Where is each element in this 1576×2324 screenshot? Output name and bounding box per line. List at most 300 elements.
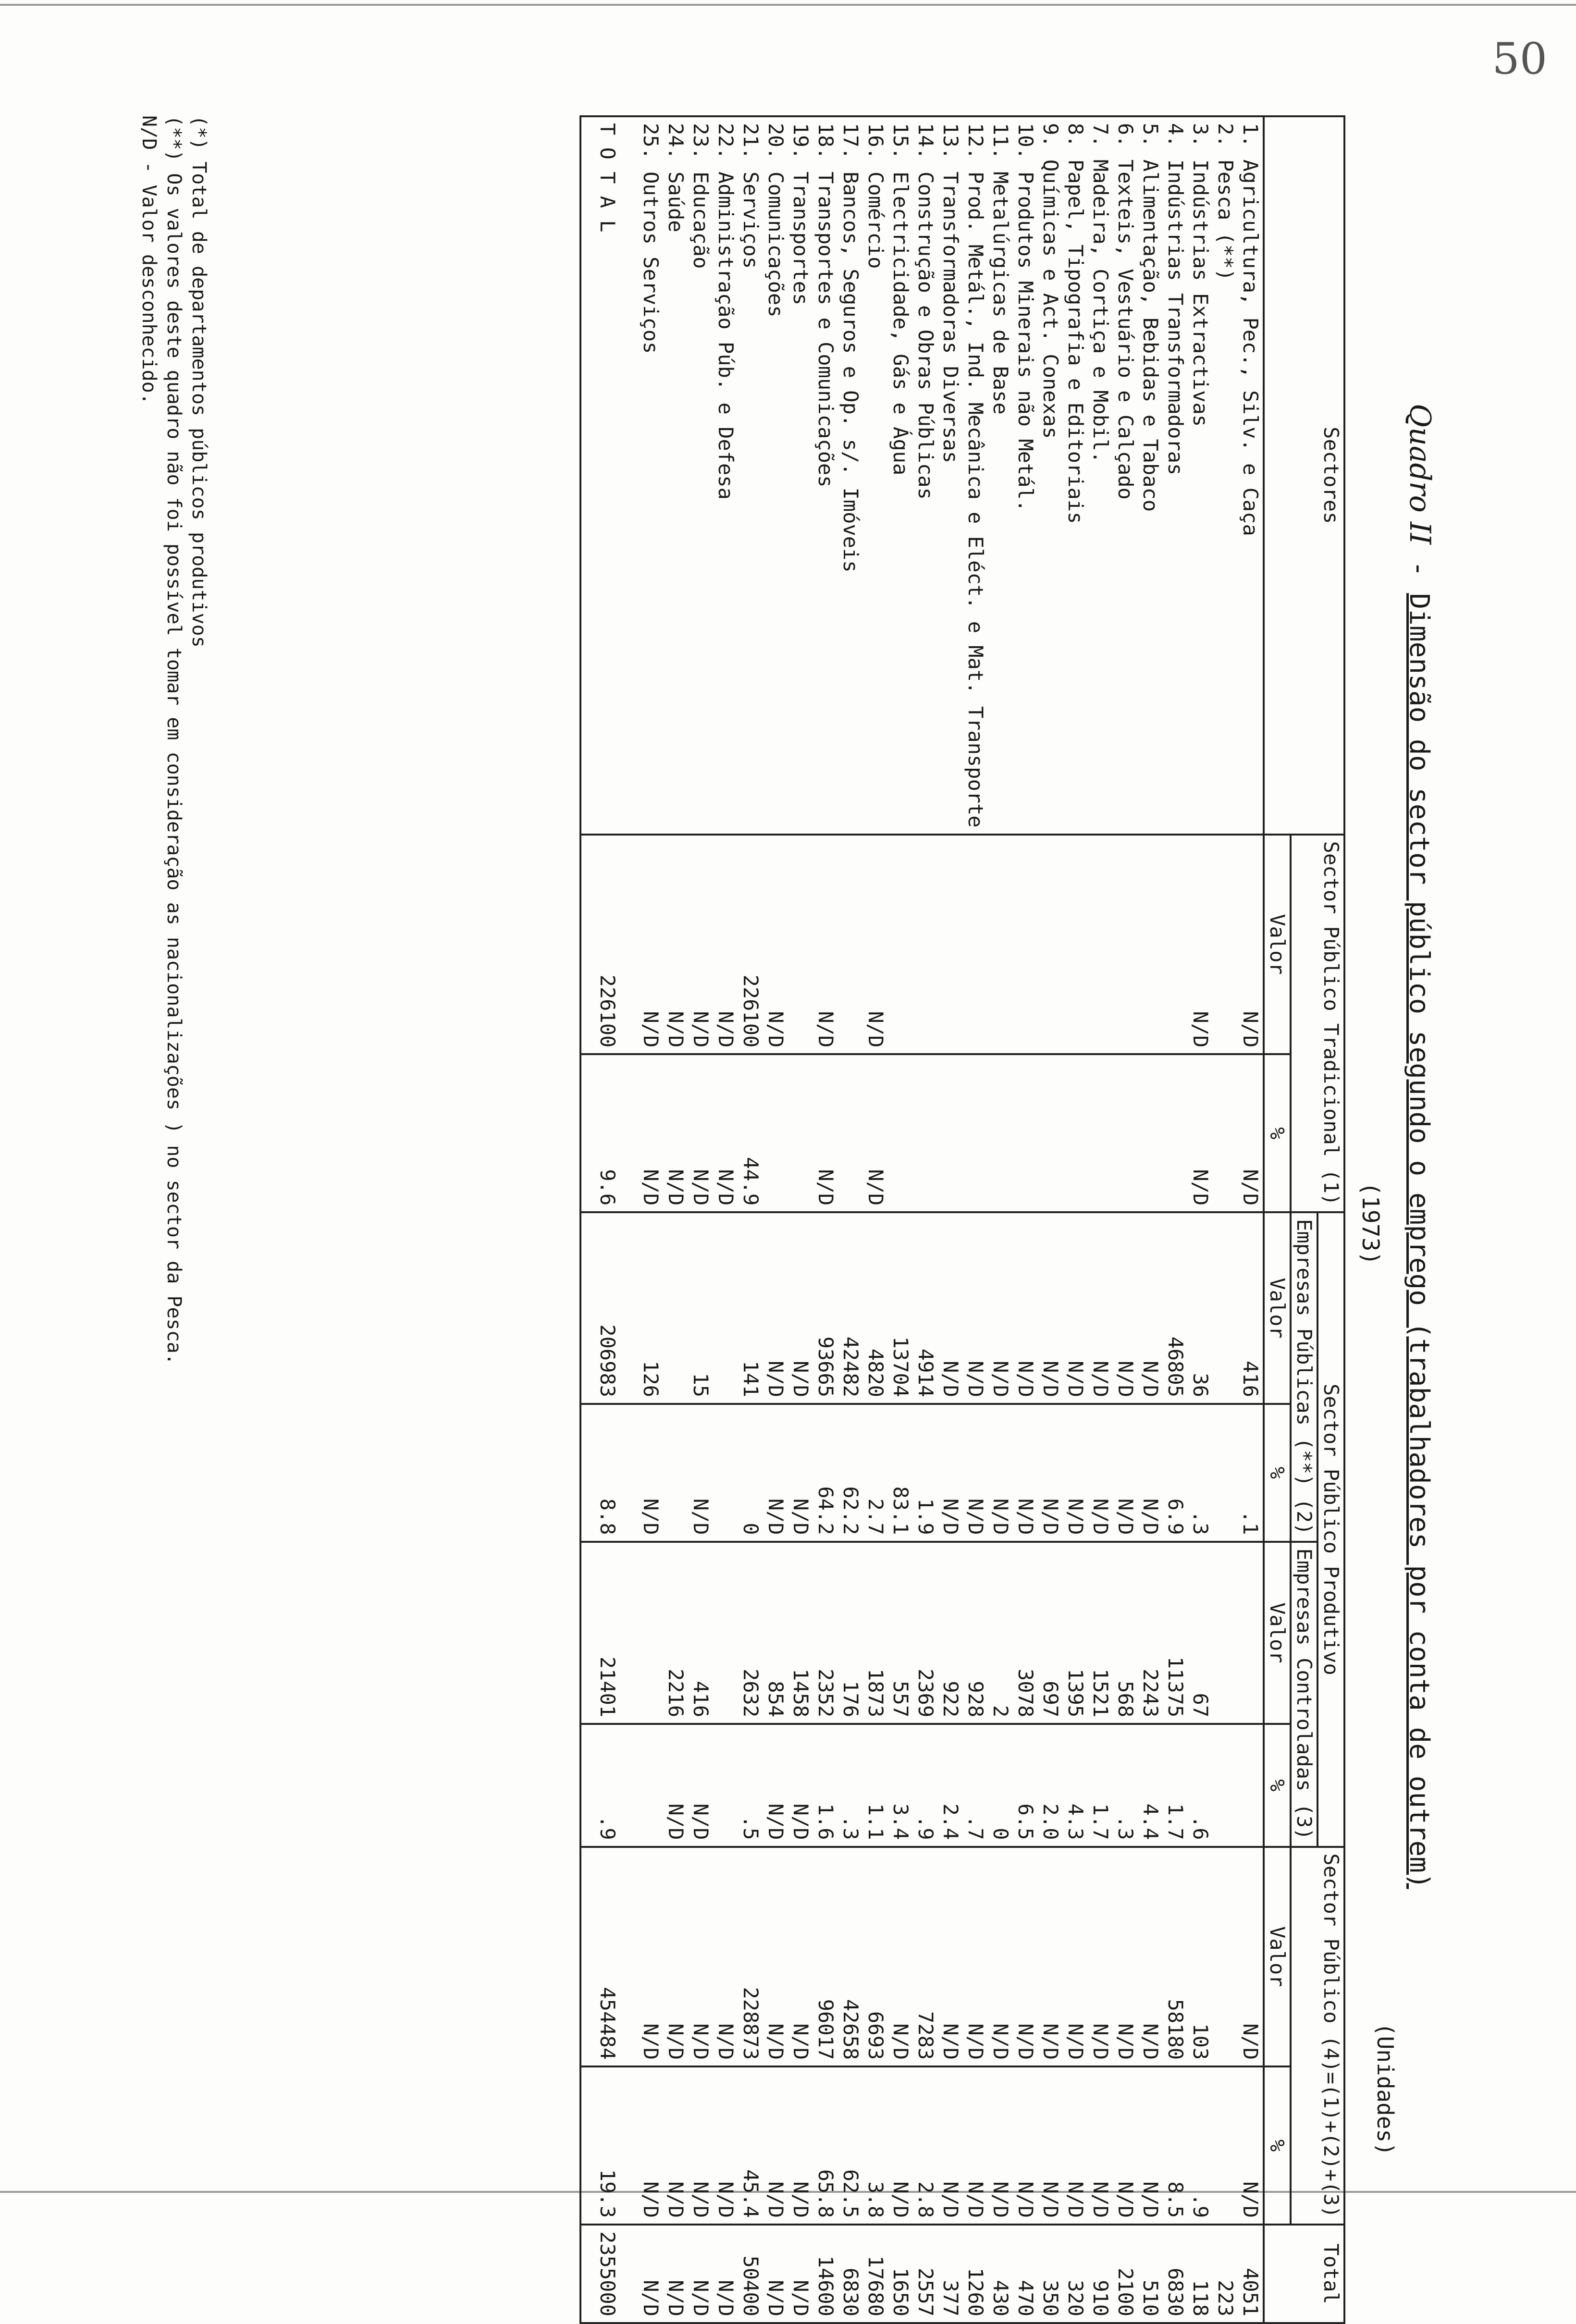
cell-ep-v: 42482 — [838, 1212, 863, 1404]
cell-sp-v: 96017 — [813, 1847, 838, 2067]
unit-label: (Unidades) — [1372, 2023, 1398, 2156]
cell-ep-v: N/D — [1138, 1212, 1163, 1404]
table-row — [738, 116, 763, 2323]
header-valor: Valor — [1264, 1847, 1291, 2067]
table-row — [713, 116, 738, 2323]
cell-sp-p: N/D — [663, 2066, 688, 2225]
cell-sp-p: N/D — [1138, 2066, 1163, 2225]
footnotes — [136, 115, 211, 1365]
cell-tot: 118 — [1188, 2225, 1213, 2323]
cell-tot: 6830 — [1163, 2225, 1188, 2323]
table-row — [688, 116, 713, 2323]
cell-sp-p: N/D — [713, 2066, 738, 2225]
cell-spt-p: 9.6 — [580, 1054, 638, 1212]
cell-spt-v — [938, 835, 963, 1055]
cell-sp-v: 42658 — [838, 1847, 863, 2067]
cell-ec-p: N/D — [688, 1724, 713, 1846]
header-valor: Valor — [1264, 1212, 1291, 1404]
header-total: Total — [1264, 2225, 1344, 2323]
cell-tot: 14600 — [813, 2225, 838, 2323]
cell-tot: N/D — [663, 2225, 688, 2323]
cell-ep-p: 0 — [738, 1404, 763, 1542]
cell-ep-p: 2.7 — [863, 1404, 888, 1542]
cell-sp-v: 6693 — [863, 1847, 888, 2067]
cell-sp-v: 228873 — [738, 1847, 763, 2067]
cell-spt-v — [988, 835, 1013, 1055]
cell-ec-p: 4.3 — [1063, 1724, 1088, 1846]
cell-ep-p: N/D — [1088, 1404, 1113, 1542]
cell-sp-p: N/D — [1238, 2066, 1264, 2225]
cell-ec-p: 1.7 — [1088, 1724, 1113, 1846]
cell-ep-p: N/D — [763, 1404, 788, 1542]
cell-ep-p: .1 — [1238, 1404, 1264, 1542]
cell-ep-p: N/D — [1138, 1404, 1163, 1542]
cell-sp-p: N/D — [638, 2066, 663, 2225]
sector-label: 24. Saúde — [663, 116, 688, 835]
sector-label: 9. Químicas e Act. Conexas — [1038, 116, 1063, 835]
cell-ep-v: 416 — [1238, 1212, 1264, 1404]
cell-ep-v: N/D — [1038, 1212, 1063, 1404]
table-row — [1213, 116, 1238, 2323]
sector-label: 6. Texteis, Vestuário e Calçado — [1113, 116, 1138, 835]
table-row — [1038, 116, 1063, 2323]
cell-tot: 350 — [1038, 2225, 1063, 2323]
rotated-document — [115, 106, 1441, 2317]
table-row — [813, 116, 838, 2323]
sector-label: 11. Metalúrgicas de Base — [988, 116, 1013, 835]
cell-ec-v: 2369 — [913, 1542, 938, 1724]
cell-ep-p — [713, 1404, 738, 1542]
cell-sp-p: 62.5 — [838, 2066, 863, 2225]
cell-ec-p: 1.7 — [1163, 1724, 1188, 1846]
cell-ec-p: .7 — [963, 1724, 988, 1846]
cell-ec-v: 1521 — [1088, 1542, 1113, 1724]
cell-ec-p: .3 — [838, 1724, 863, 1846]
sector-label: 21. Serviços — [738, 116, 763, 835]
table-row — [838, 116, 863, 2323]
cell-ep-p: 83.1 — [888, 1404, 913, 1542]
cell-ep-v: N/D — [1063, 1212, 1088, 1404]
cell-ec-v: 557 — [888, 1542, 913, 1724]
cell-spt-v — [888, 835, 913, 1055]
cell-sp-v: N/D — [1138, 1847, 1163, 2067]
cell-spt-v: N/D — [1188, 835, 1213, 1055]
cell-ep-p: 64.2 — [813, 1404, 838, 1542]
table-body — [580, 116, 1264, 2323]
cell-sp-p — [1213, 2066, 1238, 2225]
cell-sp-v: N/D — [988, 1847, 1013, 2067]
cell-sp-v: N/D — [1238, 1847, 1264, 2067]
cell-ep-v: N/D — [1013, 1212, 1038, 1404]
sector-label: 20. Comunicações — [763, 116, 788, 835]
cell-sp-p: N/D — [938, 2066, 963, 2225]
cell-tot: 17680 — [863, 2225, 888, 2323]
cell-tot: 2355000 — [580, 2225, 638, 2323]
header-ec: Empresas Controladas (3) — [1291, 1542, 1317, 1847]
sector-label: 17. Bancos, Seguros e Op. s/. Imóveis — [838, 116, 863, 835]
cell-spt-v: 226100 — [738, 835, 763, 1055]
cell-tot: 2557 — [913, 2225, 938, 2323]
cell-ec-v: 1873 — [863, 1542, 888, 1724]
cell-ec-p: .6 — [1188, 1724, 1213, 1846]
table-row — [663, 116, 688, 2323]
cell-ec-v: 1395 — [1063, 1542, 1088, 1724]
cell-sp-v: 454484 — [580, 1847, 638, 2067]
cell-ec-p: N/D — [663, 1724, 688, 1846]
cell-ep-p: N/D — [1063, 1404, 1088, 1542]
cell-ep-v: 15 — [688, 1212, 713, 1404]
cell-ec-v: 922 — [938, 1542, 963, 1724]
cell-ec-v: 21401 — [580, 1542, 638, 1724]
cell-ec-v — [638, 1542, 663, 1724]
cell-ec-v — [713, 1542, 738, 1724]
header-valor: Valor — [1264, 1542, 1291, 1724]
cell-tot: 430 — [988, 2225, 1013, 2323]
table-row — [1063, 116, 1088, 2323]
header-spt: Sector Público Tradicional (1) — [1291, 835, 1344, 1213]
cell-tot: 1260 — [963, 2225, 988, 2323]
cell-ec-p — [1213, 1724, 1238, 1846]
header-pct: % — [1264, 1724, 1291, 1846]
cell-ec-v: 697 — [1038, 1542, 1063, 1724]
cell-ec-v: 854 — [763, 1542, 788, 1724]
cell-spt-p — [938, 1054, 963, 1212]
cell-sp-v: N/D — [638, 1847, 663, 2067]
cell-ep-p — [663, 1404, 688, 1542]
page-number: 50 — [1492, 34, 1547, 84]
cell-sp-v: N/D — [1013, 1847, 1038, 2067]
cell-ec-p: 3.4 — [888, 1724, 913, 1846]
cell-spt-v: N/D — [688, 835, 713, 1055]
cell-ec-v — [1213, 1542, 1238, 1724]
cell-tot: 377 — [938, 2225, 963, 2323]
cell-spt-v: N/D — [638, 835, 663, 1055]
cell-ep-v: 13704 — [888, 1212, 913, 1404]
cell-ec-v: 176 — [838, 1542, 863, 1724]
footnote: (**) Os valores deste quadro não foi possível tomar em consideração as nacionalizações ) no sector da Pesca. — [163, 115, 185, 1365]
table-row — [1088, 116, 1113, 2323]
sector-label: 18. Transportes e Comunicações — [813, 116, 838, 835]
cell-spt-v — [1138, 835, 1163, 1055]
sector-label: 8. Papel, Tipografia e Editoriais — [1063, 116, 1088, 835]
table-row — [938, 116, 963, 2323]
cell-sp-v: N/D — [1088, 1847, 1113, 2067]
sector-label: T O T A L — [580, 116, 638, 835]
header-total-sp: Sector Público (4)=(1)+(2)+(3) — [1291, 1847, 1344, 2225]
cell-ec-p — [713, 1724, 738, 1846]
cell-ec-p: 0 — [988, 1724, 1013, 1846]
cell-ec-v: 2352 — [813, 1542, 838, 1724]
cell-sp-p: .9 — [1188, 2066, 1213, 2225]
cell-ep-p: 62.2 — [838, 1404, 863, 1542]
cell-ec-v: 2216 — [663, 1542, 688, 1724]
cell-sp-p: N/D — [1013, 2066, 1038, 2225]
cell-spt-v: N/D — [713, 835, 738, 1055]
cell-ec-p: N/D — [788, 1724, 813, 1846]
cell-ep-v: 36 — [1188, 1212, 1213, 1404]
cell-spt-v: N/D — [663, 835, 688, 1055]
sector-label: 13. Transformadoras Diversas — [938, 116, 963, 835]
cell-spt-v — [1213, 835, 1238, 1055]
cell-ec-p: .3 — [1113, 1724, 1138, 1846]
cell-sp-v: N/D — [688, 1847, 713, 2067]
table-row — [988, 116, 1013, 2323]
cell-spt-v: N/D — [763, 835, 788, 1055]
table-title-text: Dimensão do sector público segundo o emprego (trabalhadores por conta de outrem) — [1404, 593, 1435, 1889]
cell-ec-v: 11375 — [1163, 1542, 1188, 1724]
cell-ec-v — [1238, 1542, 1264, 1724]
cell-spt-p — [788, 1054, 813, 1212]
cell-ec-v: 67 — [1188, 1542, 1213, 1724]
cell-spt-v — [1113, 835, 1138, 1055]
cell-ep-v: 206983 — [580, 1212, 638, 1404]
cell-sp-p: N/D — [888, 2066, 913, 2225]
cell-spt-p: N/D — [1188, 1054, 1213, 1212]
cell-sp-p: N/D — [788, 2066, 813, 2225]
cell-spt-v — [1063, 835, 1088, 1055]
cell-ep-p: N/D — [963, 1404, 988, 1542]
header-pct: % — [1264, 1054, 1291, 1212]
sector-label: 3. Indústrias Extractivas — [1188, 116, 1213, 835]
sector-label: 14. Construção e Obras Públicas — [913, 116, 938, 835]
table-row — [1238, 116, 1264, 2323]
sector-label: 12. Prod. Metál., Ind. Mecânica e Eléct. e Mat. Transporte — [963, 116, 988, 835]
cell-ep-v: 141 — [738, 1212, 763, 1404]
cell-ec-v: 1458 — [788, 1542, 813, 1724]
cell-sp-p: 3.8 — [863, 2066, 888, 2225]
cell-ep-v: 4820 — [863, 1212, 888, 1404]
cell-ec-p: 2.0 — [1038, 1724, 1063, 1846]
table-row — [863, 116, 888, 2323]
cell-spt-p — [888, 1054, 913, 1212]
cell-spt-p — [1038, 1054, 1063, 1212]
cell-ec-v: 2 — [988, 1542, 1013, 1724]
cell-spt-v — [788, 835, 813, 1055]
cell-spt-v: N/D — [1238, 835, 1264, 1055]
cell-ep-p: N/D — [1038, 1404, 1063, 1542]
cell-spt-p — [763, 1054, 788, 1212]
cell-ec-p: .9 — [913, 1724, 938, 1846]
cell-spt-p — [1113, 1054, 1138, 1212]
cell-ep-p: N/D — [688, 1404, 713, 1542]
cell-sp-p: N/D — [988, 2066, 1013, 2225]
cell-tot: 2100 — [1113, 2225, 1138, 2323]
cell-tot: N/D — [713, 2225, 738, 2323]
cell-ec-p: 6.5 — [1013, 1724, 1038, 1846]
cell-sp-p: 19.3 — [580, 2066, 638, 2225]
footnote: N/D - Valor desconhecido. — [138, 115, 160, 405]
cell-tot: 4051 — [1238, 2225, 1264, 2323]
cell-ec-p: .9 — [580, 1724, 638, 1846]
cell-sp-v: N/D — [788, 1847, 813, 2067]
cell-spt-p: N/D — [663, 1054, 688, 1212]
table-row — [788, 116, 813, 2323]
cell-spt-p: N/D — [813, 1054, 838, 1212]
cell-ep-v: N/D — [1088, 1212, 1113, 1404]
cell-ep-v: 46805 — [1163, 1212, 1188, 1404]
cell-tot: N/D — [638, 2225, 663, 2323]
cell-sp-p: N/D — [688, 2066, 713, 2225]
cell-tot: 223 — [1213, 2225, 1238, 2323]
cell-ec-p: 2.4 — [938, 1724, 963, 1846]
cell-ec-p — [638, 1724, 663, 1846]
cell-sp-v: N/D — [1113, 1847, 1138, 2067]
year-label: (1973) — [1357, 1182, 1384, 1266]
cell-ec-v: 3078 — [1013, 1542, 1038, 1724]
cell-spt-p — [838, 1054, 863, 1212]
cell-ec-p: 1.6 — [813, 1724, 838, 1846]
cell-ec-v: 2243 — [1138, 1542, 1163, 1724]
sector-label: 16. Comércio — [863, 116, 888, 835]
table-row — [888, 116, 913, 2323]
sector-label: 7. Madeira, Cortiça e Mobil. — [1088, 116, 1113, 835]
table-row — [638, 116, 663, 2323]
cell-ec-p: 4.4 — [1138, 1724, 1163, 1846]
cell-sp-p: N/D — [1038, 2066, 1063, 2225]
cell-spt-p — [988, 1054, 1013, 1212]
cell-ep-v — [663, 1212, 688, 1404]
cell-ep-v: 93665 — [813, 1212, 838, 1404]
cell-ep-v: 4914 — [913, 1212, 938, 1404]
cell-sp-v: N/D — [763, 1847, 788, 2067]
cell-tot: N/D — [688, 2225, 713, 2323]
cell-tot: 1650 — [888, 2225, 913, 2323]
header-spp: Sector Público Produtivo — [1317, 1212, 1344, 1846]
footnote: (*) Total de departamentos públicos produtivos — [188, 115, 210, 648]
cell-ep-v: N/D — [1113, 1212, 1138, 1404]
sector-label: 25. Outros Serviços — [638, 116, 663, 835]
total-row — [580, 116, 638, 2323]
cell-sp-p: 8.5 — [1163, 2066, 1188, 2225]
sector-label: 19. Transportes — [788, 116, 813, 835]
cell-sp-v: N/D — [1063, 1847, 1088, 2067]
cell-sp-v: N/D — [963, 1847, 988, 2067]
sector-label: 22. Administração Púb. e Defesa — [713, 116, 738, 835]
cell-sp-v: N/D — [713, 1847, 738, 2067]
sector-label: 4. Indústrias Transformadoras — [1163, 116, 1188, 835]
table-title: Quadro II - Dimensão do sector público segundo o emprego (trabalhadores por conta de outrem) — [1403, 404, 1437, 1889]
header-ep: Empresas Públicas (**) (2) — [1291, 1212, 1317, 1541]
cell-spt-p — [913, 1054, 938, 1212]
table-row — [1188, 116, 1213, 2323]
cell-spt-v: N/D — [813, 835, 838, 1055]
cell-sp-v: N/D — [663, 1847, 688, 2067]
cell-ep-p: 1.9 — [913, 1404, 938, 1542]
table-row — [1013, 116, 1038, 2323]
header-pct: % — [1264, 1404, 1291, 1542]
cell-spt-p — [1213, 1054, 1238, 1212]
cell-ep-p: 8.8 — [580, 1404, 638, 1542]
cell-ec-p: .5 — [738, 1724, 763, 1846]
employment-table — [579, 115, 1345, 2324]
cell-ep-v: N/D — [963, 1212, 988, 1404]
cell-spt-v — [1088, 835, 1113, 1055]
cell-ep-v: N/D — [938, 1212, 963, 1404]
cell-spt-p — [1063, 1054, 1088, 1212]
cell-sp-v — [1213, 1847, 1238, 2067]
cell-spt-p — [1013, 1054, 1038, 1212]
cell-spt-p: 44.9 — [738, 1054, 763, 1212]
cell-spt-v: N/D — [863, 835, 888, 1055]
cell-tot: 510 — [1138, 2225, 1163, 2323]
cell-spt-v — [913, 835, 938, 1055]
cell-spt-p: N/D — [1238, 1054, 1264, 1212]
cell-ep-v — [1213, 1212, 1238, 1404]
cell-ep-v: 126 — [638, 1212, 663, 1404]
cell-sp-v: 58180 — [1163, 1847, 1188, 2067]
cell-ep-v: N/D — [763, 1212, 788, 1404]
cell-ep-p: N/D — [788, 1404, 813, 1542]
cell-ep-p: N/D — [1013, 1404, 1038, 1542]
cell-spt-p: N/D — [638, 1054, 663, 1212]
cell-ep-v: N/D — [988, 1212, 1013, 1404]
cell-spt-p: N/D — [688, 1054, 713, 1212]
table-row — [1163, 116, 1188, 2323]
cell-tot: N/D — [763, 2225, 788, 2323]
cell-sp-p: N/D — [1063, 2066, 1088, 2225]
cell-ep-p: N/D — [638, 1404, 663, 1542]
sector-label: 1. Agricultura, Pec., Silv. e Caça — [1238, 116, 1264, 835]
cell-sp-p: N/D — [1113, 2066, 1138, 2225]
cell-ep-p: N/D — [938, 1404, 963, 1542]
table-row — [763, 116, 788, 2323]
cell-sp-p: 2.8 — [913, 2066, 938, 2225]
cell-ec-p: 1.1 — [863, 1724, 888, 1846]
sector-label: 5. Alimentação, Bebidas e Tabaco — [1138, 116, 1163, 835]
cell-sp-p: 65.8 — [813, 2066, 838, 2225]
cell-ep-p — [1213, 1404, 1238, 1542]
sector-label: 2. Pesca (**) — [1213, 116, 1238, 835]
cell-spt-v — [1038, 835, 1063, 1055]
cell-ec-p — [1238, 1724, 1264, 1846]
cell-sp-p: 45.4 — [738, 2066, 763, 2225]
cell-spt-v — [838, 835, 863, 1055]
cell-sp-p: N/D — [763, 2066, 788, 2225]
cell-ec-v: 2632 — [738, 1542, 763, 1724]
cell-ep-p: 6.9 — [1163, 1404, 1188, 1542]
cell-ec-v: 416 — [688, 1542, 713, 1724]
cell-sp-p: N/D — [963, 2066, 988, 2225]
cell-sp-v: N/D — [888, 1847, 913, 2067]
cell-sp-v: N/D — [938, 1847, 963, 2067]
table-row — [1113, 116, 1138, 2323]
sector-label: 15. Electricidade, Gás e Água — [888, 116, 913, 835]
header-sectores: Sectores — [1264, 116, 1344, 835]
cell-tot: N/D — [788, 2225, 813, 2323]
cell-ec-p: N/D — [763, 1724, 788, 1846]
cell-spt-v: 226100 — [580, 835, 638, 1055]
cell-spt-p — [1163, 1054, 1188, 1212]
sector-label: 23. Educação — [688, 116, 713, 835]
table-number: Quadro II — [1403, 404, 1437, 545]
cell-spt-p: N/D — [863, 1054, 888, 1212]
cell-ep-p: .3 — [1188, 1404, 1213, 1542]
cell-spt-p — [1138, 1054, 1163, 1212]
cell-ep-p: N/D — [1113, 1404, 1138, 1542]
cell-ec-v: 568 — [1113, 1542, 1138, 1724]
cell-spt-v — [1163, 835, 1188, 1055]
cell-sp-v: 7283 — [913, 1847, 938, 2067]
header-valor: Valor — [1264, 835, 1291, 1055]
table-row — [963, 116, 988, 2323]
cell-tot: 910 — [1088, 2225, 1113, 2323]
cell-sp-v: N/D — [1038, 1847, 1063, 2067]
cell-spt-v — [1013, 835, 1038, 1055]
header-pct: % — [1264, 2066, 1291, 2225]
table-row — [913, 116, 938, 2323]
cell-tot: 50400 — [738, 2225, 763, 2323]
cell-spt-v — [963, 835, 988, 1055]
